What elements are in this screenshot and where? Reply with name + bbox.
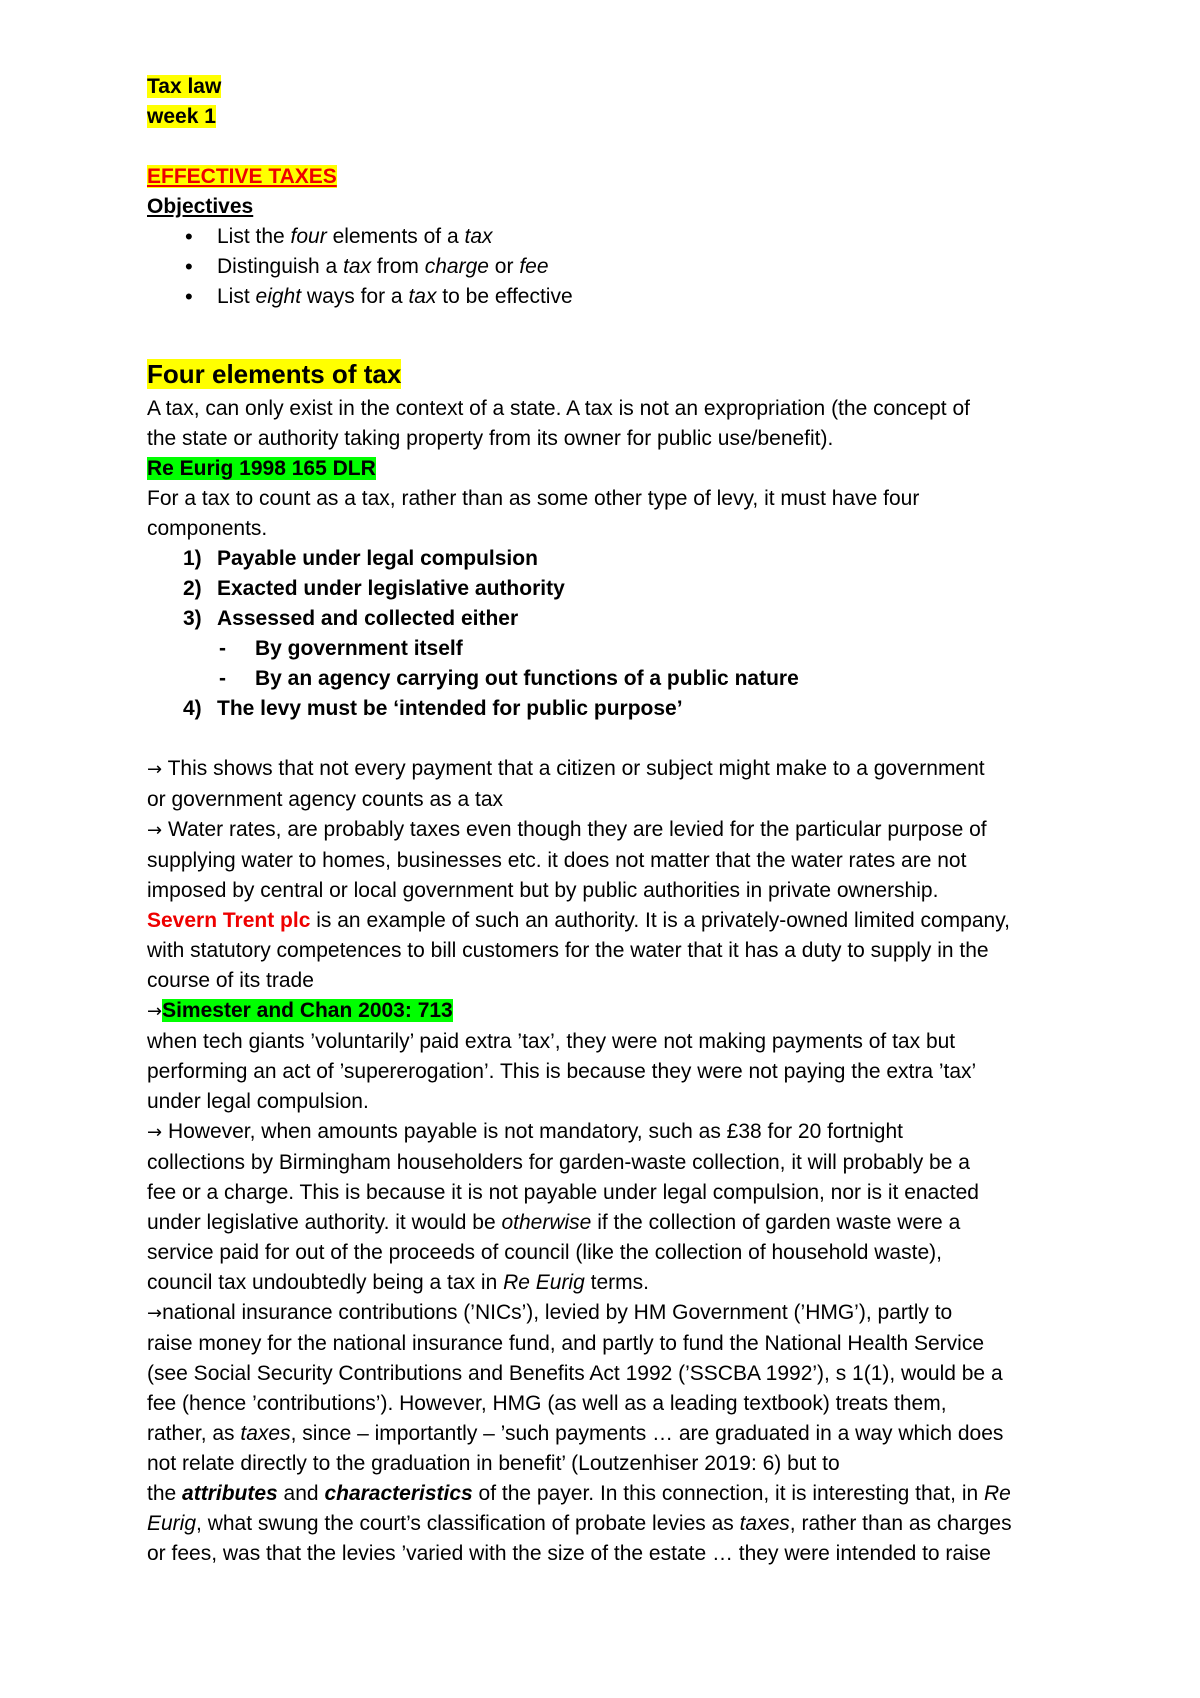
paragraph: → This shows that not every payment that a citizen or subject might make to a government [147, 757, 985, 780]
list-item: 3) Assessed and collected either [183, 607, 519, 630]
paragraph: collections by Birmingham householders for garden-waste collection, it will probably be a [147, 1151, 970, 1174]
list-item: - By an agency carrying out functions of a public nature [147, 664, 1077, 694]
doc-title: Tax law [147, 75, 222, 98]
case-citation-re-eurig: Re Eurig 1998 165 DLR [147, 457, 376, 480]
document-page [147, 72, 1077, 1569]
paragraph: fee or a charge. This is because it is not payable under legal compulsion, nor is it enacted [147, 1181, 979, 1204]
paragraph: under legislative authority. it would be otherwise if the collection of garden waste were a [147, 1211, 961, 1234]
arrow-icon: → [147, 820, 163, 841]
paragraph: For a tax to count as a tax, rather than as some other type of levy, it must have four [147, 487, 920, 510]
paragraph: raise money for the national insurance fund, and partly to fund the National Health Service [147, 1332, 984, 1355]
arrow-icon: → [147, 1122, 163, 1143]
paragraph: → However, when amounts payable is not mandatory, such as £38 for 20 fortnight [147, 1120, 903, 1143]
paragraph: under legal compulsion. [147, 1090, 369, 1113]
paragraph: A tax, can only exist in the context of a state. A tax is not an expropriation (the concept of [147, 397, 970, 420]
paragraph: imposed by central or local government but by public authorities in private ownership. [147, 879, 939, 902]
paragraph: fee (hence ’contributions’). However, HMG (as well as a leading textbook) treats them, [147, 1392, 947, 1415]
objectives-list [147, 222, 1077, 312]
paragraph: the attributes and characteristics of the payer. In this connection, it is interesting that, in Re [147, 1482, 1011, 1505]
paragraph: when tech giants ’voluntarily’ paid extra ’tax’, they were not making payments of tax but [147, 1030, 956, 1053]
case-citation-simester: Simester and Chan 2003: 713 [162, 999, 453, 1022]
elements-list [147, 544, 1077, 634]
paragraph: → Water rates, are probably taxes even though they are levied for the particular purpose of [147, 818, 987, 841]
arrow-icon: → [147, 759, 163, 780]
paragraph: council tax undoubtedly being a tax in Re Eurig terms. [147, 1271, 649, 1294]
paragraph: course of its trade [147, 969, 314, 992]
objectives-label: Objectives [147, 195, 254, 218]
list-item: • List eight ways for a tax to be effective [147, 282, 1077, 312]
list-item: 1) Payable under legal compulsion [183, 547, 538, 570]
list-item: - By government itself [147, 634, 1077, 664]
list-item: 2) Exacted under legislative authority [183, 577, 565, 600]
list-item: 4) The levy must be ‘intended for public purpose’ [183, 697, 683, 720]
arrow-icon: → [147, 1303, 163, 1324]
section-heading-effective-taxes: EFFECTIVE TAXES [147, 165, 337, 188]
paragraph: not relate directly to the graduation in benefit’ (Loutzenhiser 2019: 6) but to [147, 1452, 840, 1475]
paragraph: →national insurance contributions (’NICs’), levied by HM Government (’HMG’), partly to [147, 1301, 953, 1324]
elements-sublist [147, 634, 1077, 694]
paragraph: with statutory competences to bill customers for the water that it has a duty to supply in the [147, 939, 989, 962]
paragraph: or fees, was that the levies ’varied with the size of the estate … they were intended to raise [147, 1542, 991, 1565]
paragraph: service paid for out of the proceeds of council (like the collection of household waste), [147, 1241, 942, 1264]
paragraph: the state or authority taking property from its owner for public use/benefit). [147, 427, 834, 450]
paragraph: supplying water to homes, businesses etc. it does not matter that the water rates are not [147, 849, 967, 872]
section-heading-four-elements: Four elements of tax [147, 359, 402, 389]
paragraph: components. [147, 517, 268, 540]
arrow-icon: → [147, 1001, 163, 1022]
list-item: • Distinguish a tax from charge or fee [147, 252, 1077, 282]
paragraph: Severn Trent plc is an example of such an authority. It is a privately-owned limited company, [147, 909, 1010, 932]
list-item: • List the four elements of a tax [147, 222, 1077, 252]
company-name: Severn Trent plc [147, 909, 311, 932]
paragraph: rather, as taxes, since – importantly – ’such payments … are graduated in a way which does [147, 1422, 1004, 1445]
paragraph: performing an act of ’supererogation’. This is because they were not paying the extra ’tax’ [147, 1060, 977, 1083]
paragraph: or government agency counts as a tax [147, 788, 504, 811]
doc-week: week 1 [147, 105, 216, 128]
paragraph: Eurig, what swung the court’s classification of probate levies as taxes, rather than as charges [147, 1512, 1012, 1535]
paragraph: (see Social Security Contributions and Benefits Act 1992 (’SSCBA 1992’), s 1(1), would be a [147, 1362, 1003, 1385]
